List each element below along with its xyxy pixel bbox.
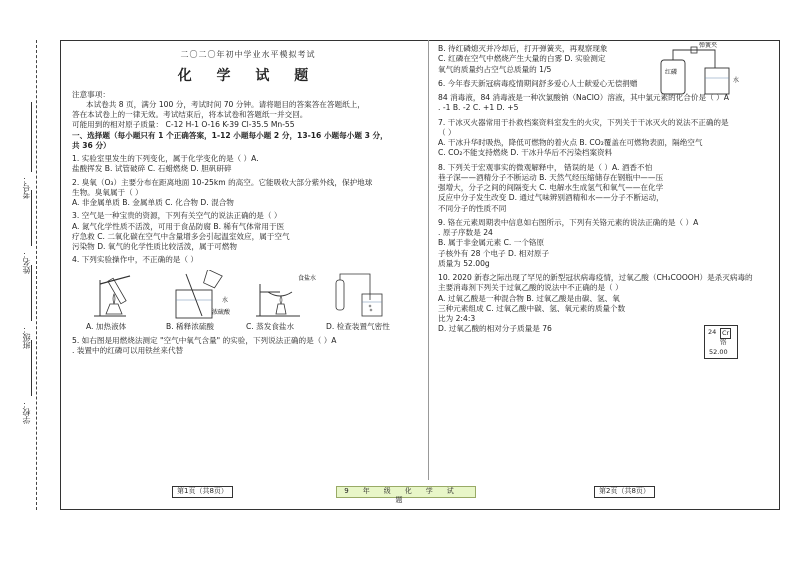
footer-page-left: 第1页（共8页） <box>172 486 233 498</box>
footer-title: 9年级化学试题 <box>336 486 476 498</box>
fill-line-school[interactable] <box>31 340 32 396</box>
question-line: 三种元素组成 C. 过氧乙酸中碳、氢、氧元素的质量个数 <box>438 303 626 313</box>
left-column <box>72 40 424 356</box>
question-line: 氧气的质量约占空气总质量的 1/5 <box>438 64 552 74</box>
question-line: C. 红磷在空气中燃烧产生大量的白雾 D. 实验测定 <box>438 54 606 64</box>
lab-caption-d: D. 检查装置气密性 <box>326 321 390 331</box>
lab-caption-a: A. 加热液体 <box>86 321 127 331</box>
question-line: . 装置中的红磷可以用铁丝来代替 <box>72 346 184 356</box>
footer-page-right: 第2页（共8页） <box>594 486 655 498</box>
question-line: 6. 今年春天新冠病毒疫情期间舒多爱心人士献爱心无偿捐赠 <box>438 78 638 88</box>
chromium-element-card <box>704 325 738 359</box>
question-line: A. 非金属单质 B. 金属单质 C. 化合物 D. 混合物 <box>72 198 234 208</box>
question-line: 巷子深——酒精分子不断运动 B. 天然气经压缩储存在钢瓶中——压 <box>438 172 664 182</box>
question-line: 子核外有 28 个电子 D. 相对原子 <box>438 248 550 258</box>
label-clamp: 弹簧夹 <box>699 42 718 49</box>
exam-title: 二〇二〇年初中学业水平模拟考试 <box>180 50 316 59</box>
element-name: 铬 <box>720 338 727 346</box>
cut-line <box>36 40 37 510</box>
question-line: 2. 臭氧（O₃）主要分布在距离地面 10-25km 的高空。它能吸收大部分紫外线，保护地球 <box>72 177 373 187</box>
label-salt-water: 食盐水 <box>298 274 317 282</box>
question-line: 主要消毒剂下列关于过氧乙酸的说法中不正确的是（ ） <box>438 283 623 293</box>
question-line: . -1 B. -2 C. +1 D. +5 <box>438 103 519 113</box>
evaporation-illustration <box>246 270 318 320</box>
question-line: 8. 下列关于宏观事实的微观解释中， 错误的是（ ）A. 酒香不怕 <box>438 162 653 172</box>
column-divider <box>428 40 429 480</box>
label-exam-number: 考号： <box>22 175 31 199</box>
question-line: 疗急救 C. 二氧化碳在空气中含量增多会引起温室效应，属于空气 <box>72 231 290 241</box>
question-line: 3. 空气是一种宝贵的资源，下列有关空气的说法正确的是（ ） <box>72 211 282 221</box>
question-line: 1. 实验室里发生的下列变化，属于化学变化的是（ ）A. <box>72 154 259 164</box>
question-line: 9. 铬在元素周期表中信息如右图所示，下列有关铬元素的说法正确的是（ ）A <box>438 217 699 227</box>
question-line: 84 消毒液，84 消毒液是一种次氯酸钠（NaClO）溶液，其中氯元素的化合价是（ ）A <box>438 93 729 102</box>
question-line: 比为 2:4:3 <box>438 314 476 323</box>
question-line: 质量为 52.00g <box>438 258 490 268</box>
element-number: 24 <box>708 328 717 336</box>
heating-liquid-illustration <box>86 270 158 320</box>
binding-strip <box>0 40 60 510</box>
question-line: 生物。臭氧属于（ ） <box>72 187 143 197</box>
element-symbol: Cr <box>722 329 730 337</box>
question-line: A. 过氧乙酸是一种混合物 B. 过氧乙酸是由碳、氢、氧 <box>438 293 620 303</box>
question-line: 5. 如右图是用燃烧法测定 "空气中氧气含量" 的实验，下列说法正确的是（ ）A <box>72 335 337 345</box>
question-line: . 原子序数是 24 <box>438 228 493 237</box>
notes-heading: 注意事项： <box>72 89 110 99</box>
label-phosphorus: 红磷 <box>665 69 678 76</box>
question-line: A. 干冰升华时吸热，降低可燃物的着火点 B. CO₂覆盖在可燃物表面，隔绝空气 <box>438 138 703 147</box>
label-acid: 浓硫酸 <box>212 308 231 316</box>
lab-captions <box>86 322 424 332</box>
label-class: 班级： <box>22 325 31 349</box>
question-line: 强增大，分子之间的间隔变大 C. 电解水生成氢气和氧气——在化学 <box>438 183 664 192</box>
fill-line-class[interactable] <box>31 265 32 321</box>
element-mass: 52.00 <box>709 348 728 356</box>
question-line: D. 过氧乙酸的相对分子质量是 76 <box>438 324 552 334</box>
label-water: 水 <box>222 296 229 304</box>
question-line: B. 待红磷熄灭并冷却后，打开弹簧夹，再观察现象 <box>438 44 608 53</box>
fill-line-name[interactable] <box>31 190 32 246</box>
subject-title: 化 学 试 题 <box>177 67 319 84</box>
question-line: 反应中分子发生改变 D. 通过气味辨别酒精和水——分子不断运动， <box>438 193 664 203</box>
section1-heading-2: 共 36 分） <box>72 140 111 150</box>
fill-line-exam-number[interactable] <box>31 102 32 172</box>
question-line: B. 属于非金属元素 C. 一个铬原 <box>438 238 545 248</box>
label-name: 姓名： <box>22 250 31 274</box>
airtightness-illustration <box>326 270 398 320</box>
question-line: A. 氮气化学性质不活泼，可用于食品防腐 B. 稀有气体常用于医 <box>72 221 285 231</box>
question-line: 污染物 D. 氧气的化学性质比较活泼，属于可燃物 <box>72 242 237 252</box>
question-line: 4. 下列实验操作中，不正确的是（ ） <box>72 255 198 265</box>
question-line: 不同分子的性质不同 <box>438 203 507 213</box>
label-apparatus-water: 水 <box>733 77 740 84</box>
question-line: （ ） <box>438 127 456 137</box>
notes-line-2: 答在本试卷上的一律无效。考试结束后，将本试卷和答题纸一并交回。 <box>72 110 308 120</box>
lab-illustrations <box>86 270 424 320</box>
atomic-mass-line: 可能用到的相对原子质量： C-12 H-1 O-16 K-39 Cl-35.5 Mn-55 <box>72 120 295 130</box>
question-line: 盐酸挥发 B. 试管破碎 C. 石蜡燃烧 D. 胆矾研碎 <box>72 164 232 174</box>
section1-heading: 一、选择题（每小题只有 1 个正确答案，1-12 小题每小题 2 分，13-16 小题每小题 3 分， <box>72 130 388 140</box>
lab-caption-c: C. 蒸发食盐水 <box>246 321 295 331</box>
lab-caption-b: B. 稀释浓硫酸 <box>166 321 215 331</box>
oxygen-measurement-apparatus <box>655 42 745 97</box>
question-line: C. CO₂不能支持燃烧 D. 干冰升华后不污染档案资料 <box>438 148 613 158</box>
notes-line-1: 本试卷共 8 页，满分 100 分，考试时间 70 分钟。请将题目的答案答在答题纸上， <box>86 99 365 109</box>
label-school: 学校： <box>22 400 31 424</box>
question-line: 7. 干冰灭火器常用于扑救档案资料室发生的火灾，下列关于干冰灭火的说法不正确的是 <box>438 117 729 127</box>
question-line: 10. 2020 新春之际出现了罕见的新型冠状病毒疫情，过氧乙酸（CH₃COOOH）是杀灭病毒的 <box>438 273 753 282</box>
diluting-acid-illustration <box>166 270 238 320</box>
